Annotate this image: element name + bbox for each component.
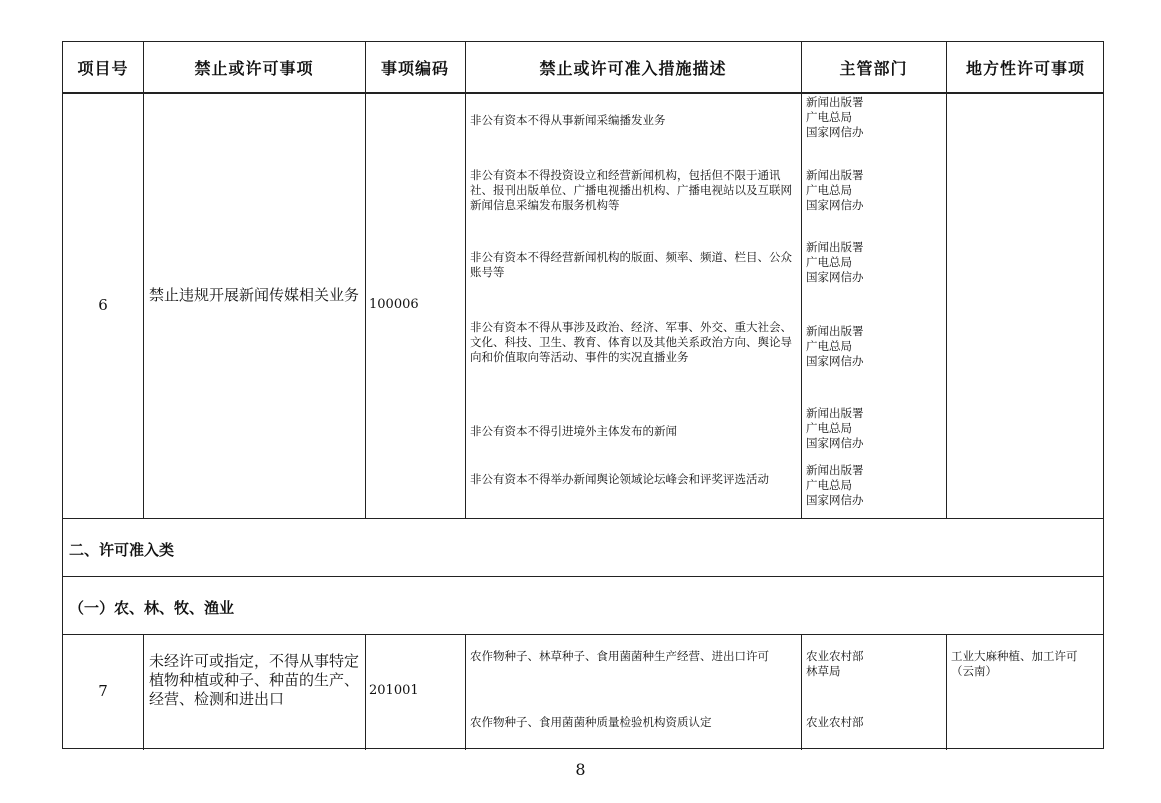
department-list: 新闻出版署 广电总局 国家网信办	[806, 463, 864, 507]
header-item-name: 禁止或许可事项	[194, 58, 314, 78]
department-list: 新闻出版署 广电总局 国家网信办	[806, 95, 864, 139]
row-divider	[63, 92, 1103, 94]
header-department: 主管部门	[839, 58, 908, 78]
col-divider	[801, 42, 802, 518]
col-divider	[946, 42, 947, 518]
department-list: 新闻出版署 广电总局 国家网信办	[806, 324, 864, 368]
col-divider	[946, 634, 947, 750]
measure-description: 非公有资本不得引进境外主体发布的新闻	[470, 424, 677, 438]
col-divider	[801, 634, 802, 750]
col-divider	[143, 634, 144, 750]
page-number: 8	[575, 760, 586, 779]
col-divider	[143, 42, 144, 518]
department-list: 新闻出版署 广电总局 国家网信办	[806, 168, 864, 212]
col-divider	[465, 42, 466, 518]
header-local-permit: 地方性许可事项	[965, 58, 1085, 78]
section-heading: 二、许可准入类	[69, 541, 175, 559]
item-number: 7	[98, 682, 108, 700]
department-list: 新闻出版署 广电总局 国家网信办	[806, 406, 864, 450]
measure-description: 非公有资本不得投资设立和经营新闻机构，包括但不限于通讯社、报刊出版单位、广播电视播出机构、广播电视站以及互联网新闻信息采编发布服务机构等	[470, 168, 792, 212]
measure-description: 农作物种子、林草种子、食用菌菌种生产经营、进出口许可	[470, 649, 769, 663]
row-divider	[63, 576, 1103, 577]
row-divider	[63, 634, 1103, 635]
row-divider	[63, 518, 1103, 519]
item-code: 100006	[369, 297, 419, 312]
col-divider	[465, 634, 466, 750]
measure-description: 非公有资本不得经营新闻机构的版面、频率、频道、栏目、公众账号等	[470, 250, 792, 279]
header-measure-desc: 禁止或许可准入措施描述	[539, 58, 727, 78]
item-name: 禁止违规开展新闻传媒相关业务	[149, 286, 360, 304]
measure-description: 非公有资本不得举办新闻舆论领域论坛峰会和评奖评选活动	[470, 472, 769, 486]
department-list: 农业农村部 林草局	[806, 649, 864, 678]
local-permit: 工业大麻种植、加工许可（云南）	[951, 649, 1078, 678]
measure-description: 农作物种子、食用菌菌种质量检验机构资质认定	[470, 715, 712, 729]
regulation-table	[62, 41, 1104, 749]
header-item-no: 项目号	[77, 58, 129, 78]
measure-description: 非公有资本不得从事涉及政治、经济、军事、外交、重大社会、文化、科技、卫生、教育、体育以及其他关系政治方向、舆论导向和价值取向等活动、事件的实况直播业务	[470, 320, 792, 364]
col-divider	[365, 42, 366, 518]
subsection-heading: （一）农、林、牧、渔业	[69, 599, 235, 617]
item-name: 未经许可或指定，不得从事特定植物种植或种子、种苗的生产、经营、检测和进出口	[149, 652, 360, 708]
item-code: 201001	[369, 683, 419, 698]
item-number: 6	[98, 296, 108, 314]
measure-description: 非公有资本不得从事新闻采编播发业务	[470, 113, 666, 127]
department-list: 新闻出版署 广电总局 国家网信办	[806, 240, 864, 284]
department-list: 农业农村部	[806, 715, 864, 729]
col-divider	[365, 634, 366, 750]
header-item-code: 事项编码	[380, 58, 449, 78]
